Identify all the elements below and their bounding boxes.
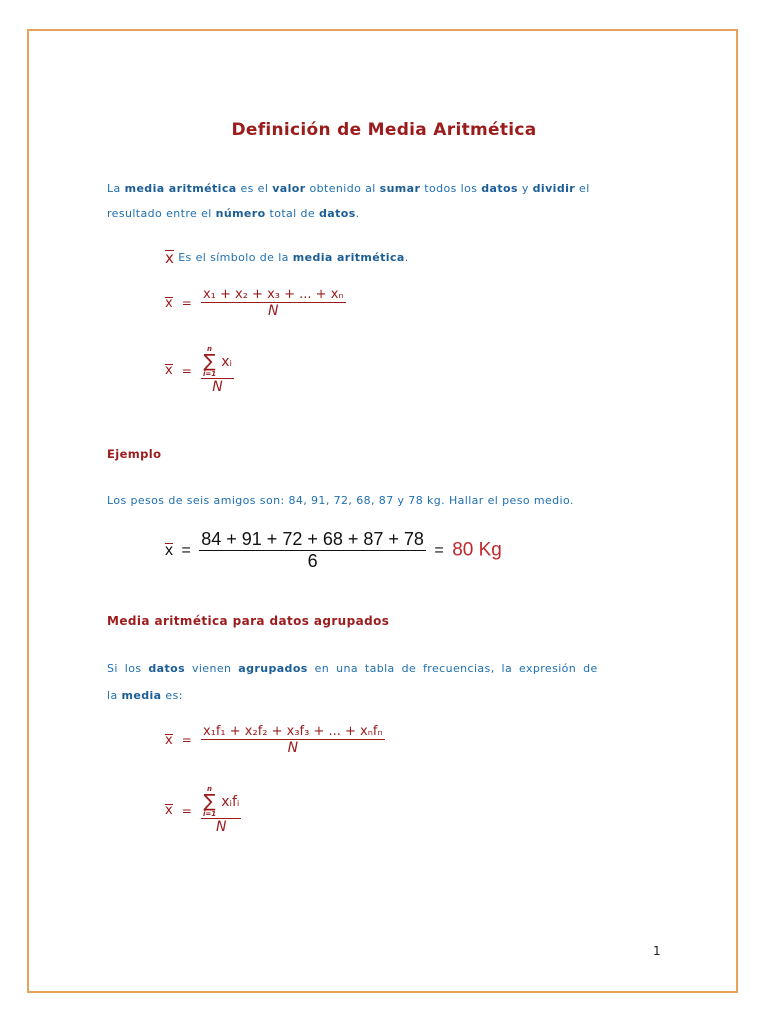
equals-sign: = xyxy=(181,541,191,559)
example-formula xyxy=(165,529,502,572)
fraction xyxy=(201,287,346,319)
sum-upper: n xyxy=(207,785,213,793)
term-media-aritmetica: media aritmética xyxy=(292,251,405,264)
page-number: 1 xyxy=(653,944,661,958)
equals-sign: = xyxy=(434,541,444,559)
grouped-heading: Media aritmética para datos agrupados xyxy=(107,614,390,628)
denominator: N xyxy=(201,818,241,835)
grouped-text: en una tabla de frecuencias, la expresión de xyxy=(314,662,598,675)
formula-mean-sigma xyxy=(165,346,234,395)
intro-text: y xyxy=(521,182,529,195)
sum-lower: i=1 xyxy=(202,370,217,378)
page-title: Definición de Media Aritmética xyxy=(231,120,537,140)
page-border xyxy=(27,29,738,993)
term-datos: datos xyxy=(148,662,186,675)
numerator: x₁f₁ + x₂f₂ + x₃f₃ + ... + xₙfₙ xyxy=(202,724,383,739)
numerator: 84 + 91 + 72 + 68 + 87 + 78 xyxy=(201,529,424,549)
equals-sign: = xyxy=(181,363,192,378)
intro-line-2 xyxy=(107,207,360,220)
term-valor: valor xyxy=(272,182,306,195)
sum-lower: i=1 xyxy=(202,810,217,818)
example-text: Los pesos de seis amigos son: 84, 91, 72, 68, 87 y 78 kg. Hallar el peso medio. xyxy=(107,494,574,507)
example-heading: Ejemplo xyxy=(107,447,162,461)
grouped-text: vienen xyxy=(191,662,232,675)
symbol-text-end: . xyxy=(404,251,409,264)
denominator: N xyxy=(201,302,346,319)
sigma-glyph: ∑ xyxy=(203,351,216,372)
sum-upper: n xyxy=(207,345,213,353)
equals-sign: = xyxy=(181,296,192,310)
formula-grouped-sigma xyxy=(165,786,241,835)
sigma-symbol xyxy=(203,346,216,378)
term-datos: datos xyxy=(481,182,518,195)
numerator: x₁ + x₂ + x₃ + ... + xₙ xyxy=(202,287,344,302)
fraction xyxy=(199,529,426,572)
intro-text: es el xyxy=(240,182,269,195)
term-numero: número xyxy=(215,207,266,220)
fraction xyxy=(201,346,234,395)
term-datos: datos xyxy=(319,207,356,220)
xbar-symbol: x xyxy=(165,363,173,378)
intro-text: . xyxy=(355,207,360,220)
numerator xyxy=(201,346,234,378)
sigma-symbol xyxy=(203,786,216,818)
grouped-line-2 xyxy=(107,689,183,702)
example-result: 80 Kg xyxy=(452,539,502,561)
symbol-text: Es el símbolo de la xyxy=(178,251,289,264)
xbar-symbol: x xyxy=(165,295,173,311)
numerator xyxy=(201,786,241,818)
term-sumar: sumar xyxy=(379,182,421,195)
equals-sign: = xyxy=(181,733,192,747)
denominator: N xyxy=(201,378,234,395)
xbar-symbol: x xyxy=(165,541,173,559)
term-media-aritmetica: media aritmética xyxy=(124,182,237,195)
term-agrupados: agrupados xyxy=(238,662,308,675)
intro-text: todos los xyxy=(424,182,478,195)
intro-text: resultado entre el xyxy=(107,207,212,220)
equals-sign: = xyxy=(181,803,192,818)
xbar-symbol: x xyxy=(165,249,175,267)
grouped-text: Si los xyxy=(107,662,142,675)
sum-term: xᵢ xyxy=(221,354,232,370)
fraction xyxy=(201,724,385,756)
symbol-line xyxy=(165,249,409,267)
denominator: N xyxy=(201,739,385,756)
sigma-glyph: ∑ xyxy=(203,791,216,812)
xbar-symbol: x xyxy=(165,732,173,748)
sum-term: xᵢfᵢ xyxy=(221,794,240,810)
fraction xyxy=(201,786,241,835)
xbar-symbol: x xyxy=(165,803,173,818)
term-dividir: dividir xyxy=(532,182,576,195)
intro-text: La xyxy=(107,182,121,195)
intro-text: total de xyxy=(269,207,316,220)
intro-text: obtenido al xyxy=(309,182,376,195)
grouped-text: la xyxy=(107,689,118,702)
formula-mean xyxy=(165,287,346,319)
grouped-line-1 xyxy=(107,662,598,675)
grouped-text: es: xyxy=(165,689,183,702)
intro-text: el xyxy=(579,182,590,195)
intro-line-1 xyxy=(107,182,590,195)
denominator: 6 xyxy=(199,550,426,572)
formula-grouped-mean xyxy=(165,724,385,756)
term-media: media xyxy=(121,689,162,702)
